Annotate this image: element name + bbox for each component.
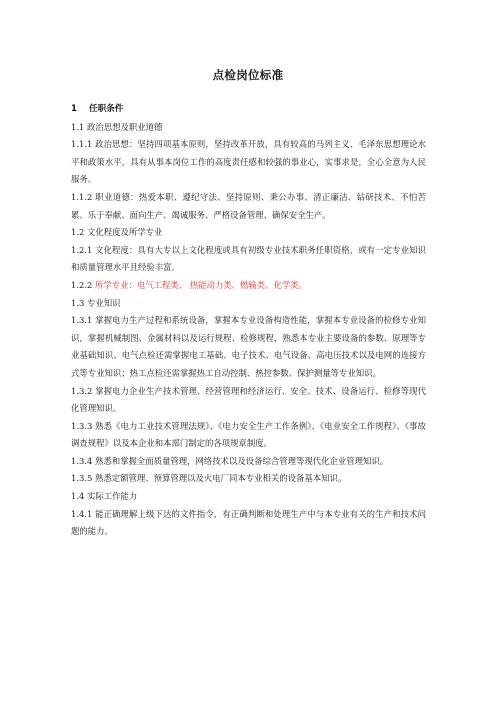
paragraph-1-2-2 — [71, 277, 426, 295]
paragraph-1-3-1: 1.3.1 掌握电力生产过程和系统设备，掌握本专业设备构造性能，掌握本专业设备的检修专业知识，掌握机械制图、金属材料以及运行规程、检修规程，熟悉本专业主要设备的参数、原理等专业基础知识、电气点检还需掌握电工基础、电子技术、电气设备、高电压技术以及电网的连接方式等专业知识；热工点检还需掌握热工自动控制、热控参数、保护测量等专业知识。 — [71, 315, 426, 378]
paragraph-1-4-1: 1.4.1 能正确理解上级下达的文件指令，有正确判断和处理生产中与本专业有关的生产和技术问题的能力。 — [71, 508, 426, 537]
highlighted-major-text: 所学专业：电气工程类、 热能动力类、燃输类、化学类。 — [94, 279, 308, 290]
document-body — [71, 101, 426, 541]
section-number: 1 — [71, 104, 77, 114]
paragraph-1-1-2: 1.1.2 职业道德：热爱本职、遵纪守法、坚持原则、秉公办事、清正廉洁、钻研技术、不怕苦累、乐于奉献、面向生产、竭诚服务、严格设备管理、确保安全生产。 — [71, 191, 426, 220]
paragraph-1-3-4: 1.3.4 熟悉和掌握全面质量管理，网络技术以及设备综合管理等现代化企业管理知识。 — [71, 455, 389, 466]
subsection-1-1: 1.1 政治思想及职业道德 — [71, 121, 163, 132]
paragraph-1-3-5: 1.3.5 熟悉定额管理、预算管理以及火电厂同本专业相关的设备基本知识。 — [71, 473, 347, 484]
section-heading-1 — [71, 101, 426, 119]
document-title: 点检岗位标准 — [212, 68, 284, 82]
paragraph-number: 1.2.2 — [71, 279, 95, 290]
paragraph-1-3-3: 1.3.3 熟悉《电力工业技术管理法规》、《电力安全生产工作条例》、《电业安全工作规程》、《事故调查规程》以及本企业和本部门制定的各项规章制度。 — [71, 420, 426, 449]
paragraph-1-2-1: 1.2.1 文化程度：具有大专以上文化程度或具有初级专业技术职务任职资格，或有一定专业知识和质量管理水平且经验丰富。 — [71, 244, 426, 273]
section-heading-text: 任职条件 — [89, 104, 124, 114]
paragraph-1-1-1: 1.1.1 政治思想：坚持四项基本原则，坚持改革开放，具有较高的马列主义、毛泽东思想理论水平和政策水平，具有从事本岗位工作的高度责任感和较强的事业心，实事求是，全心全意为人民服务。 — [71, 139, 426, 185]
subsection-1-3: 1.3 专业知识 — [71, 297, 121, 308]
subsection-1-4: 1.4 实际工作能力 — [71, 491, 138, 502]
paragraph-1-3-2: 1.3.2 掌握电力企业生产技术管理、经营管理和经济运行、安全、技术、设备运行、检修等现代化管理知识。 — [71, 385, 426, 414]
subsection-1-2: 1.2 文化程度及所学专业 — [71, 227, 163, 238]
